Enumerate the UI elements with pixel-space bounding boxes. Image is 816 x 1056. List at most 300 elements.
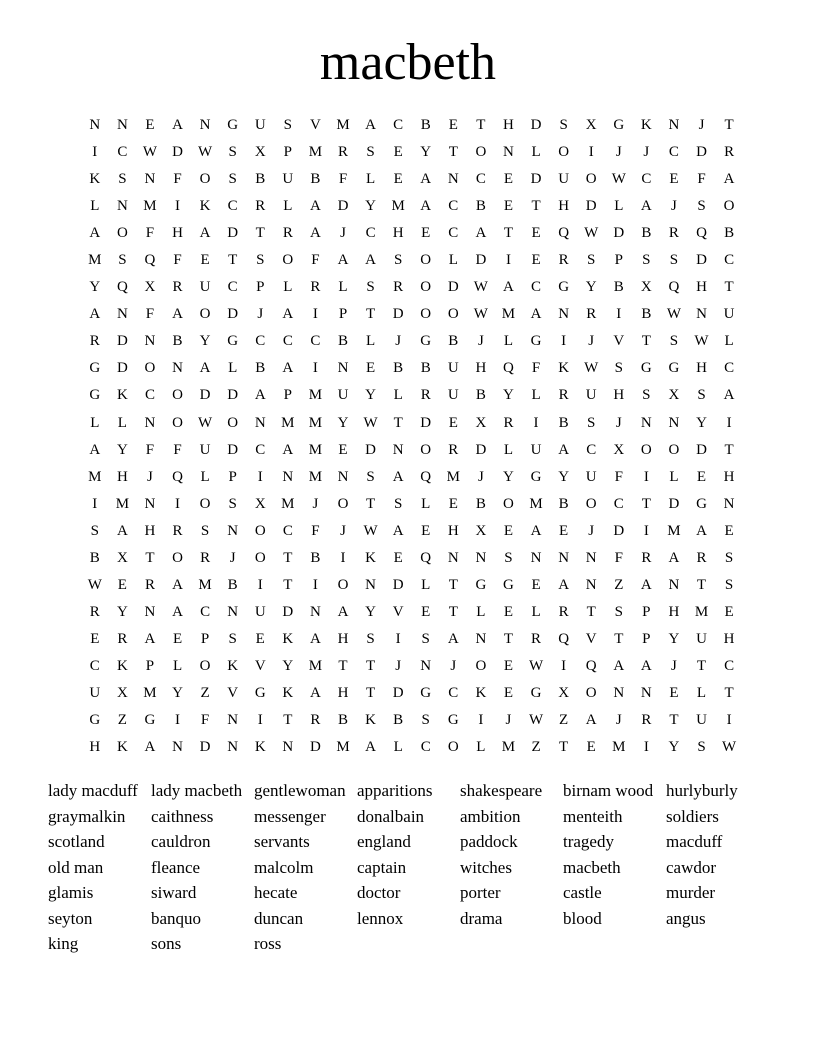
grid-letter: T: [365, 657, 376, 674]
grid-letter: N: [613, 685, 625, 701]
grid-letter: R: [310, 712, 321, 729]
word-list-item: birnam wood: [563, 781, 654, 800]
word-list-item: fleance: [151, 857, 201, 877]
grid-letter: L: [614, 198, 624, 215]
grid-letter: M: [308, 414, 323, 431]
grid-letter: D: [309, 739, 321, 756]
grid-letter: N: [640, 414, 652, 431]
grid-letter: U: [447, 387, 459, 404]
word-list-item: ross: [254, 934, 282, 953]
grid-letter: W: [363, 522, 378, 539]
grid-letter: F: [200, 712, 210, 729]
grid-letter: I: [726, 414, 732, 431]
grid-letter: L: [531, 387, 541, 404]
grid-letter: N: [227, 603, 239, 620]
grid-letter: V: [254, 657, 266, 674]
grid-letter: J: [588, 333, 595, 350]
grid-letter: Y: [365, 198, 376, 215]
word-list-item: sons: [151, 934, 182, 953]
grid-letter: M: [612, 739, 626, 756]
grid-letter: Q: [503, 360, 514, 377]
grid-letter: X: [254, 495, 266, 512]
word-list-item: duncan: [254, 908, 304, 928]
grid-letter: K: [475, 685, 487, 701]
grid-letter: O: [420, 279, 432, 296]
grid-letter: W: [198, 144, 213, 161]
grid-letter: B: [310, 549, 321, 566]
grid-letter: E: [117, 576, 127, 593]
grid-letter: B: [337, 712, 348, 729]
grid-letter: T: [586, 603, 596, 620]
grid-letter: B: [255, 171, 266, 188]
grid-letter: U: [530, 441, 542, 458]
grid-letter: L: [531, 603, 541, 620]
grid-letter: Q: [668, 279, 680, 296]
grid-letter: B: [255, 360, 266, 377]
grid-letter: M: [88, 252, 102, 269]
grid-letter: W: [363, 414, 378, 431]
grid-letter: I: [257, 576, 263, 593]
grid-letter: H: [696, 279, 707, 296]
grid-letter: M: [281, 414, 295, 431]
grid-letter: N: [585, 576, 597, 593]
grid-letter: T: [448, 144, 458, 161]
grid-letter: C: [310, 333, 321, 350]
grid-row: [81, 247, 743, 274]
grid-letter: S: [118, 171, 127, 188]
grid-letter: N: [144, 603, 156, 620]
grid-letter: J: [643, 144, 650, 161]
grid-letter: M: [308, 144, 323, 161]
grid-letter: I: [175, 495, 181, 512]
grid-letter: U: [558, 171, 570, 188]
grid-letter: X: [613, 441, 625, 458]
word-list-item: angus: [666, 908, 706, 928]
grid-letter: T: [228, 252, 238, 269]
grid-letter: A: [144, 739, 156, 756]
grid-letter: B: [89, 549, 100, 566]
grid-letter: E: [724, 603, 734, 620]
grid-letter: A: [723, 171, 735, 188]
grid-letter: N: [475, 549, 487, 566]
grid-letter: S: [697, 739, 706, 756]
grid-letter: R: [668, 225, 679, 242]
grid-letter: S: [614, 603, 623, 620]
grid-letter: Y: [116, 603, 128, 620]
grid-letter: S: [366, 144, 375, 161]
grid-letter: L: [90, 414, 100, 431]
grid-letter: C: [227, 279, 238, 296]
grid-letter: C: [724, 360, 735, 377]
grid-letter: N: [172, 360, 183, 377]
grid-letter: N: [116, 117, 128, 134]
grid-letter: E: [448, 495, 458, 512]
grid-letter: P: [283, 387, 292, 404]
grid-letter: E: [393, 144, 403, 161]
grid-letter: J: [505, 712, 512, 729]
grid-letter: C: [365, 225, 376, 242]
grid-letter: S: [697, 198, 706, 215]
grid-letter: Y: [585, 279, 597, 296]
grid-letter: R: [282, 225, 293, 242]
grid-letter: A: [172, 603, 183, 620]
grid-letter: N: [365, 576, 376, 593]
grid-letter: I: [395, 630, 401, 647]
grid-letter: J: [147, 468, 153, 485]
grid-letter: M: [529, 495, 543, 512]
word-list-item: lennox: [357, 908, 404, 928]
grid-letter: S: [393, 252, 403, 269]
grid-letter: L: [200, 468, 210, 485]
grid-letter: N: [447, 171, 459, 188]
word-list-item: murder: [666, 883, 716, 902]
grid-letter: C: [613, 495, 624, 512]
grid-letter: A: [475, 225, 487, 242]
grid-letter: N: [640, 685, 652, 701]
grid-letter: C: [475, 171, 486, 188]
grid-letter: E: [503, 657, 514, 674]
grid-letter: S: [118, 252, 127, 269]
grid-letter: S: [559, 117, 568, 134]
grid-letter: P: [614, 252, 623, 269]
grid-letter: R: [393, 279, 404, 296]
grid-letter: T: [724, 279, 734, 296]
grid-letter: O: [585, 495, 597, 512]
word-list-item: drama: [460, 908, 503, 928]
grid-letter: G: [530, 685, 542, 701]
grid-letter: W: [473, 279, 488, 296]
grid-letter: T: [503, 630, 514, 647]
grid-letter: H: [613, 387, 625, 404]
grid-letter: I: [175, 198, 181, 215]
grid-letter: B: [393, 360, 404, 377]
grid-letter: T: [338, 657, 348, 674]
grid-letter: J: [588, 522, 595, 539]
grid-letter: I: [340, 549, 346, 566]
grid-letter: E: [421, 603, 431, 620]
grid-letter: H: [475, 360, 487, 377]
grid-row: [81, 139, 743, 166]
grid-letter: S: [228, 144, 237, 161]
grid-letter: C: [227, 198, 238, 215]
grid-letter: D: [199, 739, 211, 756]
grid-letter: C: [420, 739, 431, 756]
grid-letter: K: [558, 360, 570, 377]
grid-letter: R: [696, 549, 707, 566]
grid-letter: K: [282, 630, 294, 647]
grid-letter: W: [87, 576, 102, 593]
grid-row: [81, 572, 743, 599]
grid-letter: L: [421, 576, 431, 593]
grid-row: [81, 545, 743, 572]
grid-letter: S: [228, 171, 237, 188]
grid-letter: L: [476, 739, 486, 756]
grid-letter: X: [116, 685, 128, 701]
grid-letter: B: [613, 279, 624, 296]
grid-letter: B: [475, 198, 486, 215]
grid-row: [81, 518, 743, 545]
grid-letter: B: [337, 333, 348, 350]
grid-letter: W: [584, 360, 599, 377]
grid-letter: H: [172, 225, 183, 242]
grid-letter: M: [501, 306, 516, 323]
grid-letter: B: [558, 414, 569, 431]
grid-letter: E: [393, 171, 403, 188]
grid-letter: U: [585, 387, 597, 404]
grid-letter: C: [255, 333, 266, 350]
grid-letter: P: [642, 603, 651, 620]
grid-letter: A: [89, 441, 101, 458]
grid-letter: A: [365, 739, 376, 756]
grid-letter: E: [503, 171, 514, 188]
grid-row: [81, 410, 743, 437]
grid-letter: L: [696, 685, 707, 701]
grid-letter: F: [145, 225, 155, 242]
grid-letter: Q: [420, 468, 432, 485]
grid-letter: A: [144, 630, 156, 647]
grid-letter: U: [199, 441, 211, 458]
grid-letter: J: [698, 117, 705, 134]
grid-letter: K: [116, 387, 128, 404]
word-list-item: donalbain: [357, 806, 425, 826]
grid-letter: I: [257, 468, 263, 485]
grid-letter: C: [255, 441, 266, 458]
grid-letter: H: [668, 603, 680, 620]
grid-letter: F: [614, 549, 623, 566]
grid-letter: A: [282, 306, 294, 323]
grid-letter: C: [144, 387, 155, 404]
grid-letter: D: [475, 441, 487, 458]
grid-letter: D: [116, 333, 128, 350]
grid-letter: K: [254, 739, 266, 756]
grid-letter: P: [642, 630, 651, 647]
grid-letter: F: [338, 171, 348, 188]
grid-letter: I: [561, 333, 567, 350]
grid-letter: F: [145, 441, 155, 458]
grid-letter: D: [227, 441, 239, 458]
word-list-item: king: [48, 934, 79, 953]
grid-letter: C: [393, 117, 404, 134]
grid-letter: Y: [365, 387, 376, 404]
grid-letter: S: [697, 387, 706, 404]
grid-letter: T: [696, 576, 707, 593]
grid-letter: C: [448, 225, 459, 242]
grid-letter: Z: [200, 685, 210, 701]
grid-letter: A: [558, 576, 570, 593]
grid-letter: O: [475, 657, 487, 674]
grid-letter: U: [696, 712, 707, 729]
grid-letter: S: [366, 279, 375, 296]
grid-letter: Q: [696, 225, 707, 242]
grid-letter: O: [199, 306, 211, 323]
grid-letter: D: [392, 576, 404, 593]
grid-letter: M: [198, 576, 212, 593]
grid-letter: D: [337, 198, 349, 215]
grid-letter: D: [530, 117, 542, 134]
grid-letter: N: [172, 739, 183, 756]
grid-letter: R: [420, 387, 431, 404]
word-list-item: soldiers: [666, 806, 719, 826]
grid-letter: E: [448, 117, 458, 134]
grid-letter: D: [227, 387, 239, 404]
grid-letter: F: [614, 468, 623, 485]
word-list-item: england: [357, 832, 411, 851]
word-list-item: captain: [357, 857, 407, 877]
grid-letter: F: [173, 252, 182, 269]
grid-letter: S: [228, 495, 237, 512]
grid-letter: R: [641, 549, 652, 566]
grid-letter: G: [558, 279, 570, 296]
grid-letter: X: [144, 279, 156, 296]
grid-letter: O: [199, 657, 211, 674]
grid-letter: J: [671, 657, 677, 674]
grid-letter: A: [558, 441, 570, 458]
grid-letter: M: [446, 468, 460, 485]
grid-letter: A: [392, 522, 404, 539]
grid-letter: G: [89, 712, 101, 729]
grid-letter: D: [199, 387, 211, 404]
grid-letter: N: [475, 630, 487, 647]
grid-row: [81, 734, 743, 761]
grid-letter: A: [723, 387, 735, 404]
grid-letter: I: [643, 468, 649, 485]
grid-letter: W: [198, 414, 213, 431]
grid-letter: G: [447, 712, 459, 729]
grid-letter: T: [724, 441, 734, 458]
grid-letter: L: [393, 739, 403, 756]
grid-letter: E: [200, 252, 210, 269]
grid-letter: J: [312, 495, 319, 512]
grid-letter: M: [308, 657, 323, 674]
grid-letter: A: [668, 549, 680, 566]
word-list-item: ambition: [460, 806, 521, 826]
grid-letter: N: [337, 468, 349, 485]
grid-letter: S: [366, 630, 375, 647]
grid-letter: B: [641, 306, 652, 323]
word-list-item: lady macbeth: [151, 781, 243, 800]
grid-letter: J: [257, 306, 264, 323]
grid-letter: G: [640, 360, 652, 377]
grid-letter: O: [420, 306, 432, 323]
grid-letter: R: [172, 279, 183, 296]
grid-letter: E: [586, 739, 596, 756]
grid-letter: L: [283, 198, 293, 215]
grid-letter: I: [92, 495, 98, 512]
grid-letter: M: [308, 387, 323, 404]
letter-grid: [81, 112, 743, 761]
grid-letter: Q: [558, 225, 570, 242]
grid-letter: U: [723, 306, 735, 323]
grid-letter: N: [116, 198, 128, 215]
grid-letter: N: [144, 333, 156, 350]
grid-letter: Y: [282, 657, 294, 674]
grid-letter: E: [559, 522, 569, 539]
grid-letter: O: [227, 414, 239, 431]
grid-letter: M: [308, 441, 323, 458]
word-list-item: cauldron: [151, 832, 211, 851]
grid-row: [81, 112, 743, 139]
grid-letter: X: [475, 522, 487, 539]
grid-letter: U: [585, 468, 597, 485]
grid-row: [81, 491, 743, 518]
grid-letter: R: [144, 576, 155, 593]
grid-letter: A: [89, 306, 101, 323]
grid-letter: G: [227, 117, 239, 134]
grid-letter: Y: [503, 387, 514, 404]
grid-letter: B: [393, 712, 404, 729]
grid-letter: A: [282, 360, 294, 377]
word-list-item: macduff: [666, 832, 723, 851]
grid-letter: K: [640, 117, 652, 134]
word-list-item: hecate: [254, 883, 298, 902]
grid-letter: R: [172, 522, 183, 539]
grid-letter: N: [558, 549, 570, 566]
grid-letter: J: [615, 712, 622, 729]
grid-letter: A: [613, 657, 625, 674]
grid-letter: T: [724, 685, 734, 701]
grid-row: [81, 166, 743, 193]
word-list-item: blood: [563, 908, 602, 928]
grid-letter: O: [420, 441, 432, 458]
grid-letter: J: [671, 198, 677, 215]
grid-letter: N: [309, 603, 321, 620]
grid-letter: S: [90, 522, 99, 539]
grid-letter: N: [530, 549, 542, 566]
grid-letter: L: [117, 414, 127, 431]
grid-letter: C: [117, 144, 128, 161]
grid-row: [81, 355, 743, 382]
grid-letter: Y: [365, 603, 376, 620]
grid-letter: N: [116, 306, 128, 323]
grid-letter: L: [503, 441, 514, 458]
grid-letter: A: [447, 630, 459, 647]
grid-letter: T: [448, 603, 458, 620]
grid-letter: V: [613, 333, 625, 350]
grid-letter: A: [116, 522, 128, 539]
grid-letter: R: [117, 630, 128, 647]
grid-letter: A: [254, 387, 266, 404]
grid-letter: I: [312, 360, 318, 377]
word-list-item: caithness: [151, 806, 214, 826]
grid-letter: Y: [199, 333, 211, 350]
grid-row: [81, 464, 743, 491]
grid-letter: E: [531, 252, 541, 269]
grid-letter: U: [254, 117, 266, 134]
grid-letter: R: [558, 603, 569, 620]
grid-letter: A: [640, 576, 652, 593]
grid-letter: Z: [559, 712, 569, 729]
word-list-item: servants: [254, 832, 310, 851]
grid-letter: V: [585, 630, 597, 647]
grid-letter: O: [558, 144, 570, 161]
grid-letter: A: [337, 252, 349, 269]
grid-letter: K: [227, 657, 239, 674]
grid-letter: O: [199, 171, 211, 188]
grid-letter: X: [254, 144, 266, 161]
grid-letter: A: [530, 306, 542, 323]
grid-letter: S: [642, 252, 651, 269]
grid-letter: B: [227, 576, 238, 593]
grid-letter: G: [530, 333, 542, 350]
grid-letter: O: [172, 549, 183, 566]
grid-letter: J: [477, 333, 484, 350]
grid-letter: K: [116, 739, 128, 756]
grid-letter: P: [145, 657, 155, 674]
grid-letter: N: [282, 468, 294, 485]
grid-letter: N: [199, 117, 211, 134]
grid-letter: C: [531, 279, 542, 296]
grid-letter: J: [340, 522, 346, 539]
